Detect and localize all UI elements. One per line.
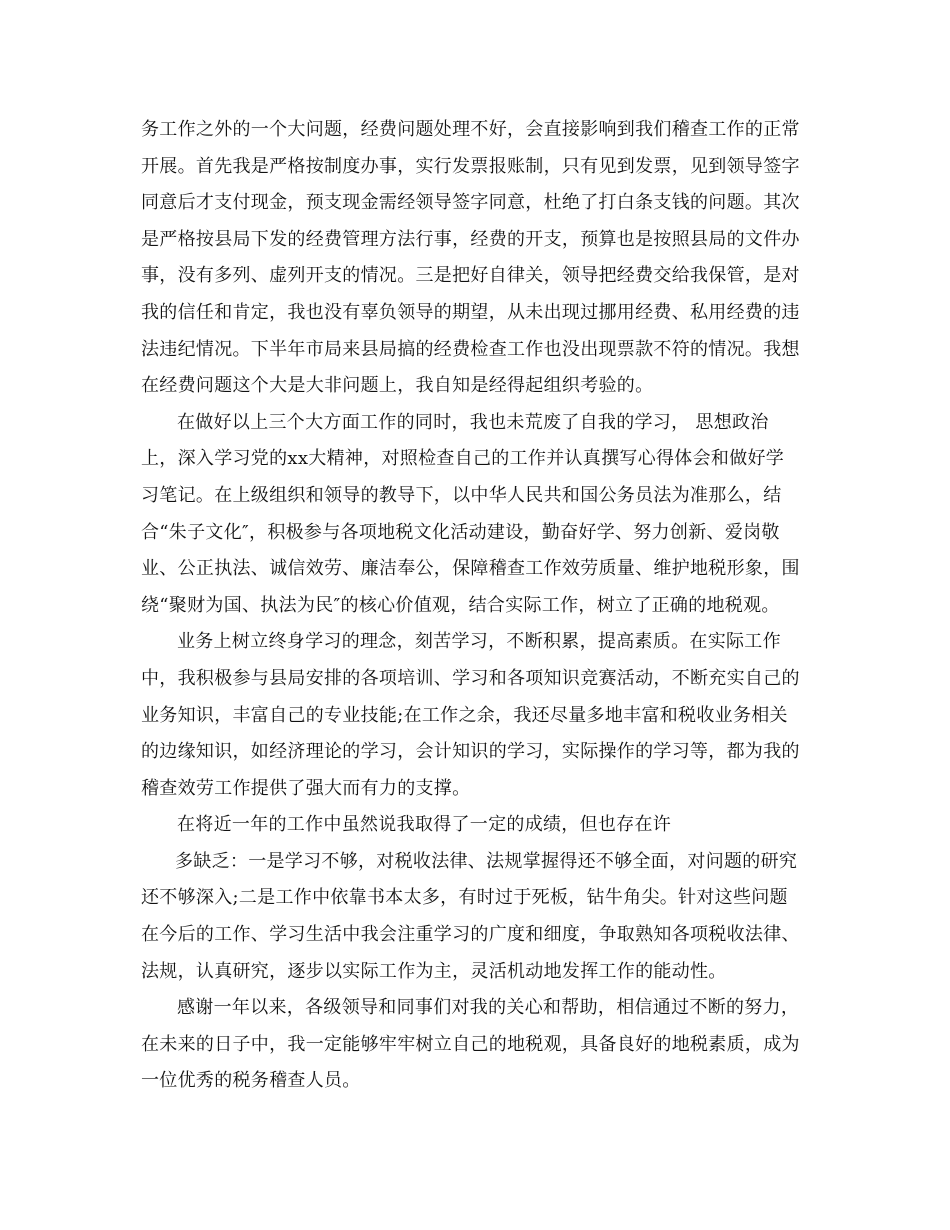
text-line: 在经费问题这个大是大非问题上，我自知是经得起组织考验的。 [141,375,654,397]
paragraph-start-line: 业务上树立终身学习的理念，刻苦学习，不断积累，提高素质。在实际工作 [177,631,781,653]
text-line: 是严格按县局下发的经费管理方法行事，经费的开支，预算也是按照县局的文件办 [141,228,800,250]
text-line: 上，深入学习党的xx大精神，对照检查自己的工作并认真撰写心得体会和做好学 [141,448,785,470]
paragraph-start-line: 在做好以上三个大方面工作的同时，我也未荒废了自我的学习， 思想政治 [177,411,769,433]
text-line: 在未来的日子中，我一定能够牢牢树立自己的地税观，具备良好的地税素质，成为 [141,1033,800,1055]
paragraph-start-line: 多缺乏：一是学习不够，对税收法律、法规掌握得还不够全面，对问题的研究 [175,850,798,872]
text-line: 合“朱子文化″，积极参与各项地税文化活动建设，勤奋好学、努力创新、爱岗敬 [141,521,780,543]
text-line: 在今后的工作、学习生活中我会注重学习的广度和细度，争取熟知各项税收法律、 [141,924,800,946]
text-line: 法规，认真研究，逐步以实际工作为主，灵活机动地发挥工作的能动性。 [141,960,727,982]
text-line: 还不够深入;二是工作中依靠书本太多，有时过于死板，钻牛角尖。针对这些问题 [141,887,788,909]
text-line: 我的信任和肯定，我也没有辜负领导的期望，从未出现过挪用经费、私用经费的违 [141,301,800,323]
text-line: 绕“聚财为国、执法为民″的核心价值观，结合实际工作，树立了正确的地税观。 [141,594,780,616]
paragraph-start-line: 在将近一年的工作中虽然说我取得了一定的成绩，但也存在许 [177,814,672,836]
text-line: 同意后才支付现金，预支现金需经领导签字同意，杜绝了打白条支钱的问题。其次 [141,192,800,214]
document-body [141,112,811,1100]
text-line: 一位优秀的税务稽查人员。 [141,1070,361,1092]
text-line: 事，没有多列、虚列开支的情况。三是把好自律关，领导把经费交给我保管，是对 [141,265,800,287]
text-line: 业务知识，丰富自己的专业技能;在工作之余，我还尽量多地丰富和税收业务相关 [141,704,788,726]
text-line: 习笔记。在上级组织和领导的教导下，以中华人民共和国公务员法为准那么，结 [141,484,782,506]
text-line: 业、公正执法、诚信效劳、廉洁奉公，保障稽查工作效劳质量、维护地税形象，围 [141,558,800,580]
text-line: 的边缘知识，如经济理论的学习，会计知识的学习，实际操作的学习等，都为我的 [141,741,800,763]
text-line: 务工作之外的一个大问题，经费问题处理不好，会直接影响到我们稽查工作的正常 [141,119,800,140]
text-line: 稽查效劳工作提供了强大而有力的支撑。 [141,777,471,799]
text-line: 开展。首先我是严格按制度办事，实行发票报账制，只有见到发票，见到领导签字 [141,155,800,177]
paragraph-start-line: 感谢一年以来，各级领导和同事们对我的关心和帮助，相信通过不断的努力， [177,997,800,1019]
text-line: 法违纪情况。下半年市局来县局搞的经费检查工作也没出现票款不符的情况。我想 [141,338,800,360]
text-line: 中，我积极参与县局安排的各项培训、学习和各项知识竞赛活动，不断充实自己的 [141,667,800,689]
